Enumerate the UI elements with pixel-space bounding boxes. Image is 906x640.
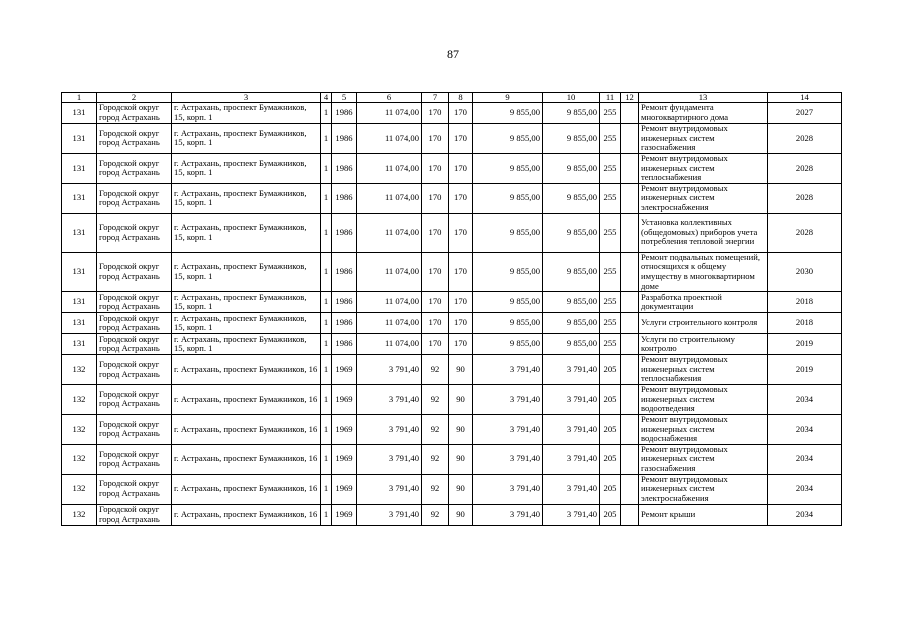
table-row bbox=[62, 444, 842, 474]
col10-cell: 3 791,40 bbox=[543, 444, 600, 474]
row-number: 131 bbox=[62, 252, 97, 292]
col7-cell: 170 bbox=[422, 153, 449, 183]
col8-cell: 90 bbox=[449, 474, 473, 504]
col4-cell: 1 bbox=[321, 334, 332, 355]
row-number: 132 bbox=[62, 414, 97, 444]
year-built-cell: 1986 bbox=[332, 213, 357, 252]
col4-cell: 1 bbox=[321, 414, 332, 444]
year-built-cell: 1969 bbox=[332, 355, 357, 385]
col10-cell: 3 791,40 bbox=[543, 355, 600, 385]
col10-cell: 9 855,00 bbox=[543, 334, 600, 355]
column-number-10: 10 bbox=[543, 93, 600, 103]
column-number-13: 13 bbox=[639, 93, 768, 103]
work-type-cell: Ремонт внутридомовых инженерных систем теплоснабжения bbox=[639, 355, 768, 385]
row-number: 131 bbox=[62, 183, 97, 213]
area-cell: 11 074,00 bbox=[357, 183, 422, 213]
col7-cell: 170 bbox=[422, 292, 449, 313]
municipality-cell: Городской округ город Астрахань bbox=[97, 124, 172, 154]
planned-year-cell: 2034 bbox=[768, 444, 842, 474]
col7-cell: 170 bbox=[422, 103, 449, 124]
col11-cell: 255 bbox=[600, 213, 621, 252]
address-cell: г. Астрахань, проспект Бумажников, 15, корп. 1 bbox=[172, 124, 321, 154]
col11-cell: 255 bbox=[600, 124, 621, 154]
col4-cell: 1 bbox=[321, 355, 332, 385]
row-number: 132 bbox=[62, 355, 97, 385]
col7-cell: 92 bbox=[422, 385, 449, 415]
table-row bbox=[62, 414, 842, 444]
col9-cell: 3 791,40 bbox=[473, 385, 543, 415]
work-type-cell: Ремонт внутридомовых инженерных систем теплоснабжения bbox=[639, 153, 768, 183]
col8-cell: 90 bbox=[449, 444, 473, 474]
col4-cell: 1 bbox=[321, 444, 332, 474]
col12-cell bbox=[621, 124, 639, 154]
area-cell: 11 074,00 bbox=[357, 334, 422, 355]
col8-cell: 90 bbox=[449, 355, 473, 385]
planned-year-cell: 2034 bbox=[768, 385, 842, 415]
col11-cell: 205 bbox=[600, 504, 621, 525]
municipality-cell: Городской округ город Астрахань bbox=[97, 355, 172, 385]
area-cell: 3 791,40 bbox=[357, 504, 422, 525]
work-type-cell: Ремонт внутридомовых инженерных систем газоснабжения bbox=[639, 444, 768, 474]
table-row bbox=[62, 124, 842, 154]
row-number: 131 bbox=[62, 213, 97, 252]
col9-cell: 9 855,00 bbox=[473, 183, 543, 213]
col10-cell: 9 855,00 bbox=[543, 213, 600, 252]
col8-cell: 90 bbox=[449, 385, 473, 415]
municipality-cell: Городской округ город Астрахань bbox=[97, 153, 172, 183]
col12-cell bbox=[621, 504, 639, 525]
col4-cell: 1 bbox=[321, 385, 332, 415]
address-cell: г. Астрахань, проспект Бумажников, 16 bbox=[172, 355, 321, 385]
col8-cell: 170 bbox=[449, 213, 473, 252]
planned-year-cell: 2034 bbox=[768, 504, 842, 525]
table-row bbox=[62, 252, 842, 292]
col8-cell: 170 bbox=[449, 313, 473, 334]
work-type-cell: Установка коллективных (общедомовых) приборов учета потребления тепловой энергии bbox=[639, 213, 768, 252]
col4-cell: 1 bbox=[321, 103, 332, 124]
col12-cell bbox=[621, 474, 639, 504]
col9-cell: 3 791,40 bbox=[473, 504, 543, 525]
address-cell: г. Астрахань, проспект Бумажников, 15, корп. 1 bbox=[172, 183, 321, 213]
year-built-cell: 1986 bbox=[332, 153, 357, 183]
col7-cell: 92 bbox=[422, 504, 449, 525]
address-cell: г. Астрахань, проспект Бумажников, 15, корп. 1 bbox=[172, 292, 321, 313]
column-number-1: 1 bbox=[62, 93, 97, 103]
address-cell: г. Астрахань, проспект Бумажников, 15, корп. 1 bbox=[172, 153, 321, 183]
col10-cell: 3 791,40 bbox=[543, 385, 600, 415]
col4-cell: 1 bbox=[321, 183, 332, 213]
row-number: 131 bbox=[62, 153, 97, 183]
row-number: 132 bbox=[62, 444, 97, 474]
col10-cell: 9 855,00 bbox=[543, 183, 600, 213]
col8-cell: 170 bbox=[449, 252, 473, 292]
col7-cell: 92 bbox=[422, 414, 449, 444]
municipality-cell: Городской округ город Астрахань bbox=[97, 213, 172, 252]
col4-cell: 1 bbox=[321, 313, 332, 334]
row-number: 132 bbox=[62, 474, 97, 504]
table-row bbox=[62, 334, 842, 355]
col11-cell: 205 bbox=[600, 414, 621, 444]
area-cell: 3 791,40 bbox=[357, 474, 422, 504]
column-number-9: 9 bbox=[473, 93, 543, 103]
column-number-3: 3 bbox=[172, 93, 321, 103]
col8-cell: 170 bbox=[449, 124, 473, 154]
address-cell: г. Астрахань, проспект Бумажников, 16 bbox=[172, 474, 321, 504]
col11-cell: 255 bbox=[600, 183, 621, 213]
column-number-6: 6 bbox=[357, 93, 422, 103]
year-built-cell: 1969 bbox=[332, 414, 357, 444]
col12-cell bbox=[621, 313, 639, 334]
address-cell: г. Астрахань, проспект Бумажников, 16 bbox=[172, 504, 321, 525]
col11-cell: 205 bbox=[600, 355, 621, 385]
col12-cell bbox=[621, 183, 639, 213]
work-type-cell: Ремонт внутридомовых инженерных систем газоснабжения bbox=[639, 124, 768, 154]
col11-cell: 255 bbox=[600, 334, 621, 355]
col4-cell: 1 bbox=[321, 504, 332, 525]
work-type-cell: Ремонт фундамента многоквартирного дома bbox=[639, 103, 768, 124]
col11-cell: 255 bbox=[600, 252, 621, 292]
capital-repair-table bbox=[61, 92, 842, 526]
col9-cell: 3 791,40 bbox=[473, 414, 543, 444]
municipality-cell: Городской округ город Астрахань bbox=[97, 444, 172, 474]
area-cell: 11 074,00 bbox=[357, 124, 422, 154]
work-type-cell: Ремонт подвальных помещений, относящихся к общему имуществу в многоквартирном доме bbox=[639, 252, 768, 292]
col12-cell bbox=[621, 414, 639, 444]
col7-cell: 92 bbox=[422, 444, 449, 474]
area-cell: 11 074,00 bbox=[357, 292, 422, 313]
planned-year-cell: 2028 bbox=[768, 124, 842, 154]
col11-cell: 255 bbox=[600, 103, 621, 124]
work-type-cell: Ремонт внутридомовых инженерных систем водоснабжения bbox=[639, 414, 768, 444]
table-row bbox=[62, 504, 842, 525]
table-row bbox=[62, 313, 842, 334]
municipality-cell: Городской округ город Астрахань bbox=[97, 334, 172, 355]
col8-cell: 170 bbox=[449, 292, 473, 313]
col12-cell bbox=[621, 444, 639, 474]
planned-year-cell: 2030 bbox=[768, 252, 842, 292]
col11-cell: 255 bbox=[600, 313, 621, 334]
col11-cell: 255 bbox=[600, 153, 621, 183]
col9-cell: 3 791,40 bbox=[473, 444, 543, 474]
year-built-cell: 1986 bbox=[332, 124, 357, 154]
year-built-cell: 1986 bbox=[332, 183, 357, 213]
col11-cell: 205 bbox=[600, 385, 621, 415]
municipality-cell: Городской округ город Астрахань bbox=[97, 183, 172, 213]
work-type-cell: Ремонт внутридомовых инженерных систем водоотведения bbox=[639, 385, 768, 415]
year-built-cell: 1986 bbox=[332, 334, 357, 355]
col7-cell: 170 bbox=[422, 252, 449, 292]
row-number: 132 bbox=[62, 504, 97, 525]
col7-cell: 170 bbox=[422, 183, 449, 213]
column-number-7: 7 bbox=[422, 93, 449, 103]
table-row bbox=[62, 103, 842, 124]
table-row bbox=[62, 292, 842, 313]
work-type-cell: Ремонт внутридомовых инженерных систем электроснабжения bbox=[639, 474, 768, 504]
municipality-cell: Городской округ город Астрахань bbox=[97, 252, 172, 292]
table-row bbox=[62, 385, 842, 415]
col9-cell: 3 791,40 bbox=[473, 355, 543, 385]
col8-cell: 170 bbox=[449, 334, 473, 355]
area-cell: 11 074,00 bbox=[357, 153, 422, 183]
year-built-cell: 1969 bbox=[332, 474, 357, 504]
col4-cell: 1 bbox=[321, 474, 332, 504]
col10-cell: 9 855,00 bbox=[543, 252, 600, 292]
col11-cell: 205 bbox=[600, 444, 621, 474]
municipality-cell: Городской округ город Астрахань bbox=[97, 103, 172, 124]
year-built-cell: 1986 bbox=[332, 252, 357, 292]
address-cell: г. Астрахань, проспект Бумажников, 16 bbox=[172, 385, 321, 415]
row-number: 131 bbox=[62, 124, 97, 154]
col4-cell: 1 bbox=[321, 153, 332, 183]
col12-cell bbox=[621, 213, 639, 252]
address-cell: г. Астрахань, проспект Бумажников, 15, корп. 1 bbox=[172, 313, 321, 334]
row-number: 132 bbox=[62, 385, 97, 415]
page-number: 87 bbox=[447, 47, 459, 61]
col12-cell bbox=[621, 103, 639, 124]
column-number-4: 4 bbox=[321, 93, 332, 103]
work-type-cell: Ремонт внутридомовых инженерных систем электроснабжения bbox=[639, 183, 768, 213]
area-cell: 11 074,00 bbox=[357, 252, 422, 292]
municipality-cell: Городской округ город Астрахань bbox=[97, 504, 172, 525]
col8-cell: 170 bbox=[449, 183, 473, 213]
area-cell: 3 791,40 bbox=[357, 385, 422, 415]
year-built-cell: 1986 bbox=[332, 292, 357, 313]
col9-cell: 9 855,00 bbox=[473, 313, 543, 334]
col8-cell: 90 bbox=[449, 414, 473, 444]
col7-cell: 92 bbox=[422, 474, 449, 504]
column-number-12: 12 bbox=[621, 93, 639, 103]
table-row bbox=[62, 183, 842, 213]
municipality-cell: Городской округ город Астрахань bbox=[97, 474, 172, 504]
col10-cell: 9 855,00 bbox=[543, 153, 600, 183]
area-cell: 11 074,00 bbox=[357, 213, 422, 252]
col9-cell: 9 855,00 bbox=[473, 292, 543, 313]
address-cell: г. Астрахань, проспект Бумажников, 15, корп. 1 bbox=[172, 334, 321, 355]
address-cell: г. Астрахань, проспект Бумажников, 15, корп. 1 bbox=[172, 213, 321, 252]
col10-cell: 9 855,00 bbox=[543, 103, 600, 124]
col9-cell: 9 855,00 bbox=[473, 213, 543, 252]
col7-cell: 170 bbox=[422, 213, 449, 252]
col4-cell: 1 bbox=[321, 124, 332, 154]
col8-cell: 170 bbox=[449, 153, 473, 183]
planned-year-cell: 2019 bbox=[768, 355, 842, 385]
col10-cell: 3 791,40 bbox=[543, 504, 600, 525]
address-cell: г. Астрахань, проспект Бумажников, 15, корп. 1 bbox=[172, 103, 321, 124]
municipality-cell: Городской округ город Астрахань bbox=[97, 385, 172, 415]
col10-cell: 3 791,40 bbox=[543, 414, 600, 444]
col7-cell: 170 bbox=[422, 313, 449, 334]
col9-cell: 9 855,00 bbox=[473, 103, 543, 124]
table-body bbox=[62, 103, 842, 526]
col7-cell: 92 bbox=[422, 355, 449, 385]
col9-cell: 9 855,00 bbox=[473, 252, 543, 292]
row-number: 131 bbox=[62, 313, 97, 334]
work-type-cell: Разработка проектной документации bbox=[639, 292, 768, 313]
row-number: 131 bbox=[62, 334, 97, 355]
col12-cell bbox=[621, 153, 639, 183]
municipality-cell: Городской округ город Астрахань bbox=[97, 292, 172, 313]
planned-year-cell: 2028 bbox=[768, 153, 842, 183]
planned-year-cell: 2028 bbox=[768, 213, 842, 252]
year-built-cell: 1969 bbox=[332, 444, 357, 474]
year-built-cell: 1986 bbox=[332, 313, 357, 334]
planned-year-cell: 2018 bbox=[768, 292, 842, 313]
column-number-5: 5 bbox=[332, 93, 357, 103]
col4-cell: 1 bbox=[321, 292, 332, 313]
table-row bbox=[62, 153, 842, 183]
col10-cell: 9 855,00 bbox=[543, 124, 600, 154]
col8-cell: 90 bbox=[449, 504, 473, 525]
table-row bbox=[62, 474, 842, 504]
table-row bbox=[62, 213, 842, 252]
col10-cell: 9 855,00 bbox=[543, 292, 600, 313]
year-built-cell: 1969 bbox=[332, 504, 357, 525]
address-cell: г. Астрахань, проспект Бумажников, 16 bbox=[172, 444, 321, 474]
address-cell: г. Астрахань, проспект Бумажников, 15, корп. 1 bbox=[172, 252, 321, 292]
col4-cell: 1 bbox=[321, 252, 332, 292]
col10-cell: 9 855,00 bbox=[543, 313, 600, 334]
col4-cell: 1 bbox=[321, 213, 332, 252]
work-type-cell: Услуги по строительному контролю bbox=[639, 334, 768, 355]
col11-cell: 255 bbox=[600, 292, 621, 313]
planned-year-cell: 2028 bbox=[768, 183, 842, 213]
col11-cell: 205 bbox=[600, 474, 621, 504]
col9-cell: 9 855,00 bbox=[473, 124, 543, 154]
planned-year-cell: 2034 bbox=[768, 474, 842, 504]
planned-year-cell: 2019 bbox=[768, 334, 842, 355]
area-cell: 11 074,00 bbox=[357, 103, 422, 124]
column-number-14: 14 bbox=[768, 93, 842, 103]
planned-year-cell: 2027 bbox=[768, 103, 842, 124]
year-built-cell: 1986 bbox=[332, 103, 357, 124]
col12-cell bbox=[621, 252, 639, 292]
column-number-row bbox=[62, 93, 842, 103]
planned-year-cell: 2018 bbox=[768, 313, 842, 334]
area-cell: 3 791,40 bbox=[357, 414, 422, 444]
municipality-cell: Городской округ город Астрахань bbox=[97, 313, 172, 334]
column-number-11: 11 bbox=[600, 93, 621, 103]
table-row bbox=[62, 355, 842, 385]
col9-cell: 9 855,00 bbox=[473, 334, 543, 355]
col12-cell bbox=[621, 385, 639, 415]
year-built-cell: 1969 bbox=[332, 385, 357, 415]
row-number: 131 bbox=[62, 292, 97, 313]
work-type-cell: Ремонт крыши bbox=[639, 504, 768, 525]
area-cell: 11 074,00 bbox=[357, 313, 422, 334]
col9-cell: 3 791,40 bbox=[473, 474, 543, 504]
row-number: 131 bbox=[62, 103, 97, 124]
col12-cell bbox=[621, 334, 639, 355]
column-number-2: 2 bbox=[97, 93, 172, 103]
address-cell: г. Астрахань, проспект Бумажников, 16 bbox=[172, 414, 321, 444]
col10-cell: 3 791,40 bbox=[543, 474, 600, 504]
col7-cell: 170 bbox=[422, 334, 449, 355]
column-number-8: 8 bbox=[449, 93, 473, 103]
work-type-cell: Услуги строительного контроля bbox=[639, 313, 768, 334]
col7-cell: 170 bbox=[422, 124, 449, 154]
col9-cell: 9 855,00 bbox=[473, 153, 543, 183]
municipality-cell: Городской округ город Астрахань bbox=[97, 414, 172, 444]
col8-cell: 170 bbox=[449, 103, 473, 124]
area-cell: 3 791,40 bbox=[357, 355, 422, 385]
col12-cell bbox=[621, 292, 639, 313]
col12-cell bbox=[621, 355, 639, 385]
area-cell: 3 791,40 bbox=[357, 444, 422, 474]
planned-year-cell: 2034 bbox=[768, 414, 842, 444]
